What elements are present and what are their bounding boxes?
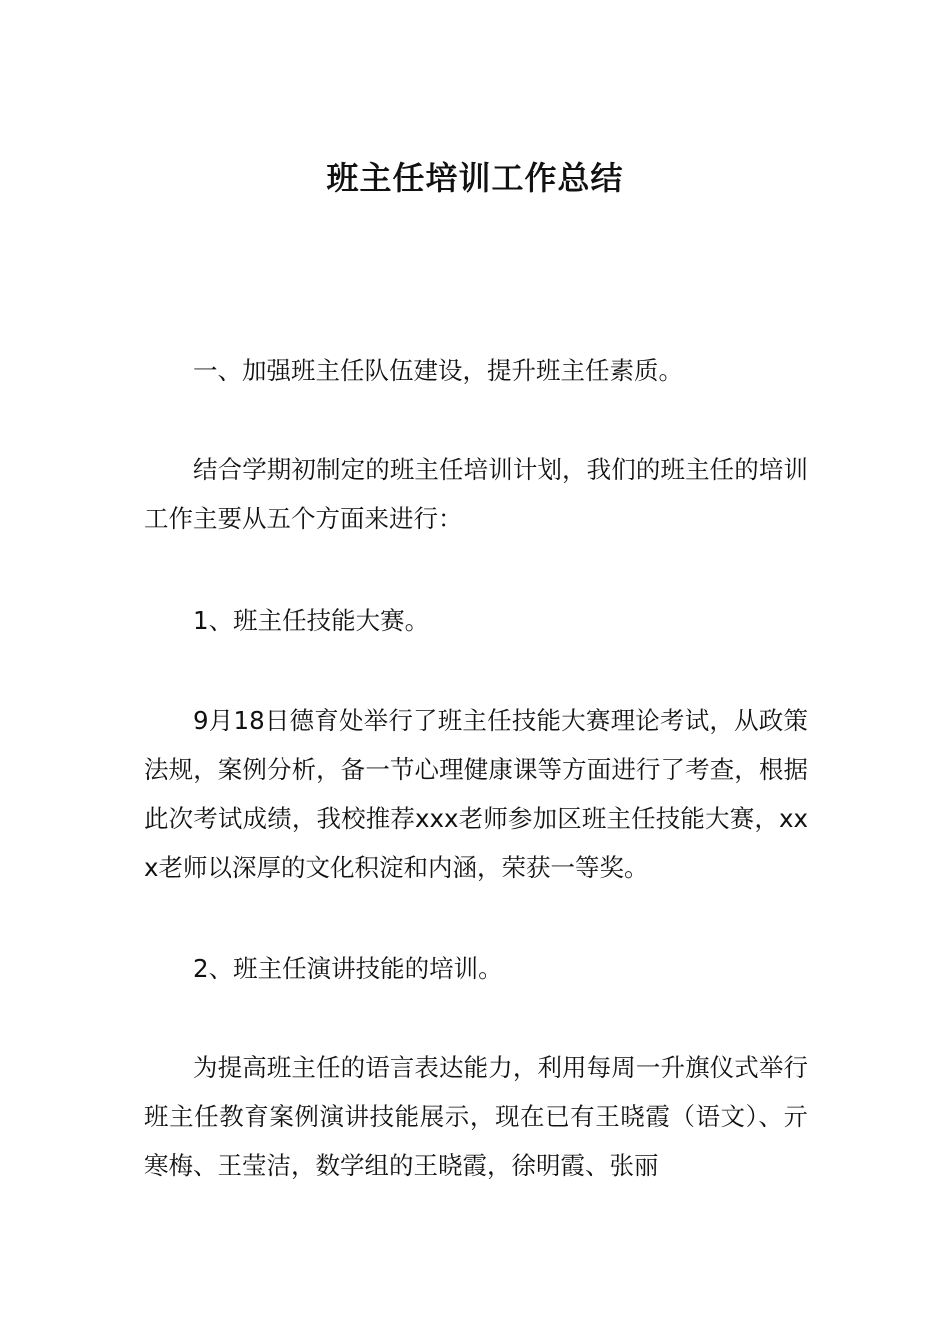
paragraph-speech-training: 为提高班主任的语言表达能力，利用每周一升旗仪式举行班主任教育案例演讲技能展示，现在已有王晓霞（语文）、亓寒梅、王莹洁，数学组的王晓霞，徐明霞、张丽 [144, 1053, 808, 1180]
subheading-1: 1、班主任技能大赛。 [193, 606, 430, 635]
subheading-2: 2、班主任演讲技能的培训。 [193, 954, 503, 983]
paragraph-skills-contest: 9月18日德育处举行了班主任技能大赛理论考试，从政策法规，案例分析，备一节心理健康课等方面进行了考查，根据此次考试成绩，我校推荐xxx老师参加区班主任技能大赛，xxx老师以深厚的文化积淀和内涵，荣获一等奖。 [144, 706, 808, 882]
section-heading-1: 一、加强班主任队伍建设，提升班主任素质。 [193, 356, 683, 385]
paragraph-intro: 结合学期初制定的班主任培训计划，我们的班主任的培训工作主要从五个方面来进行： [144, 455, 808, 533]
document-title: 班主任培训工作总结 [326, 159, 624, 197]
